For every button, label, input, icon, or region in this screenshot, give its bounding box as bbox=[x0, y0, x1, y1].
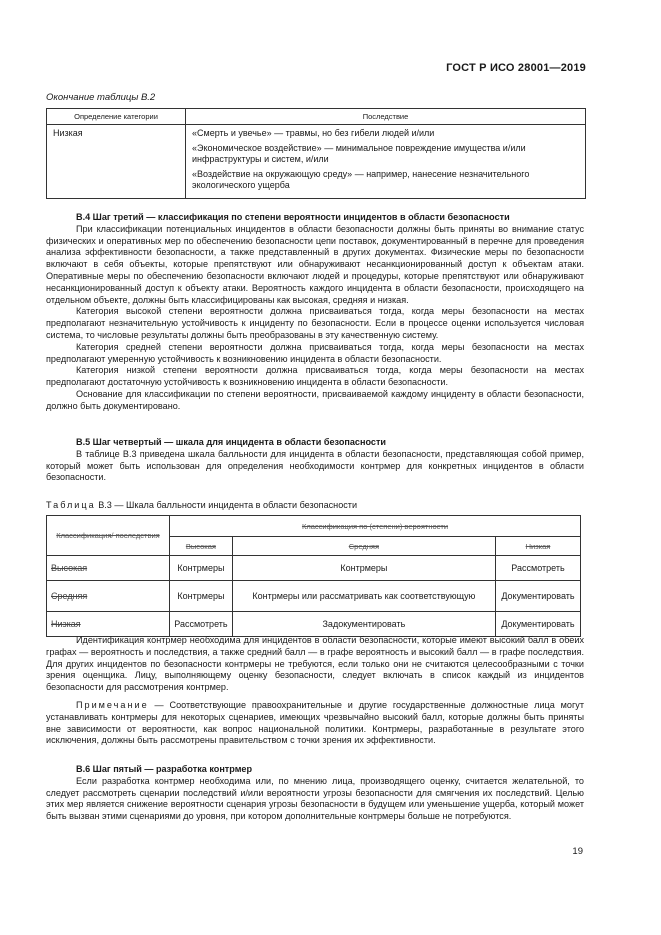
table-row bbox=[47, 612, 581, 637]
row-label: Средняя bbox=[47, 581, 170, 612]
note-label: Примечание bbox=[76, 699, 149, 710]
table-b2-caption: Окончание таблицы В.2 bbox=[46, 92, 156, 103]
table-b3-caption-text: В.3 — Шкала балльности инцидента в области безопасности bbox=[98, 500, 358, 510]
table-b2 bbox=[46, 108, 586, 199]
table-cell: Контрмеры bbox=[232, 556, 495, 581]
consequence-item: «Смерть и увечье» — травмы, но без гибели людей и/или bbox=[192, 128, 435, 138]
paragraph: Основание для классификации по степени вероятности, присваиваемой каждому инциденту в области безопасности, должно быть документировано. bbox=[46, 388, 584, 411]
document-id: ГОСТ Р ИСО 28001—2019 bbox=[446, 62, 586, 74]
table-b3-col-header: Высокая bbox=[170, 537, 233, 556]
section-b6-heading: В.6 Шаг пятый — разработка контрмер bbox=[76, 764, 253, 774]
section-b6 bbox=[46, 764, 584, 823]
section-b5-heading: В.5 Шаг четвертый — шкала для инцидента в области безопасности bbox=[76, 437, 387, 447]
consequence-item: «Экономическое воздействие» — минимальное повреждение имущества и/или инфраструктуры и систем, и/или bbox=[192, 142, 526, 164]
section-b4-heading: В.4 Шаг третий — классификация по степени вероятности инцидентов в области безопасности bbox=[76, 212, 510, 222]
table-cell: Контрмеры bbox=[170, 581, 233, 612]
table-b3-corner-header: Классификация/ последствия bbox=[47, 516, 170, 556]
table-cell: Контрмеры или рассматривать как соответствующую bbox=[232, 581, 495, 612]
table-b3 bbox=[46, 515, 581, 637]
table-b3-caption-label: Таблица bbox=[46, 500, 96, 510]
table-cell: Рассмотреть bbox=[495, 556, 580, 581]
table-cell: Задокументировать bbox=[232, 612, 495, 637]
table-b3-col-header: Средняя bbox=[232, 537, 495, 556]
page-number: 19 bbox=[572, 846, 583, 857]
section-b5 bbox=[46, 437, 584, 484]
after-table-text bbox=[46, 635, 584, 747]
table-b2-consequences bbox=[186, 125, 586, 199]
note bbox=[46, 700, 584, 747]
table-cell: Документировать bbox=[495, 581, 580, 612]
paragraph: Если разработка контрмер необходима или, по мнению лица, производящего оценку, считается желательной, то следует рассмотреть сценарии последствий и/или вероятности угрозы безопасности для смягчения их последствий. Целью этих мер является снижение вероятности сценария угрозы безопасности в будущем или уменьшение ущерба, который может быть вызван этими сценариями до уровня, при котором дополнительные контрмеры больше не потребуются. bbox=[46, 775, 584, 822]
table-cell: Документировать bbox=[495, 612, 580, 637]
table-b3-prob-header: Классификация по (степени) вероятности bbox=[170, 516, 581, 537]
section-b4 bbox=[46, 212, 584, 413]
table-row bbox=[47, 581, 581, 612]
paragraph: Идентификация контрмер необходима для инцидентов в области безопасности, которые имеют высокий балл в обеих графах — вероятность и последствия, а также средний балл — в графе вероятность и высокий балл — в графе последствия. Для других инцидентов по безопасности контрмеры не требуются, если только они не считаются целесообразными с точки зрения оценщика. Лицу, выполняющему оценку безопасности, следует включать в список каждый из инцидентов безопасности для рассмотрения контрмер. bbox=[46, 635, 584, 693]
table-b3-col-header: Низкая bbox=[495, 537, 580, 556]
paragraph: При классификации потенциальных инцидентов в области безопасности должны быть приняты во внимание статус физических и оперативных мер по обеспечению безопасности цепи поставок, документированный в перечне для проведения анализа эффективности безопасности, а также представленный в других документах. Физические меры по безопасности включают в себя объекты, которые препятствуют или обнаруживают несанкционированный доступ к объектам атаки. Оперативные меры по обеспечению безопасности включают людей и процедуры, которые препятствуют или обнаруживают несанкционированный доступ к объекту атаки. Вероятность каждого инцидента в области безопасности, происходящего на отдельном объекте, должны быть классифицированы как высокая, средняя и низкая. bbox=[46, 223, 584, 305]
row-label: Низкая bbox=[47, 612, 170, 637]
consequence-item: «Воздействие на окружающую среду» — например, нанесение незначительного экологического ущерба bbox=[192, 168, 530, 190]
note-text: — Соответствующие правоохранительные и другие государственные должностные лица могут устанавливать контрмеры для некоторых сценариев, имеющих чрезвычайно высокий балл, которые должны быть приняты вне зависимости от вероятности, как вопрос национальной политики. Контрмеры, разработанные в результате этого исключения, должны быть рассмотрены правительством с точки зрения их эффективности. bbox=[46, 699, 585, 746]
table-cell: Контрмеры bbox=[170, 556, 233, 581]
row-label: Высокая bbox=[47, 556, 170, 581]
table-b2-col1-header: Определение категории bbox=[47, 109, 186, 125]
paragraph: Категория низкой степени вероятности должна присваиваться тогда, когда меры безопасности на местах предполагают достаточную устойчивость к возникновению инцидента в области безопасности. bbox=[46, 365, 584, 388]
table-b2-col2-header: Последствие bbox=[186, 109, 586, 125]
table-b2-category: Низкая bbox=[47, 125, 186, 199]
paragraph: Категория средней степени вероятности должна присваиваться тогда, когда меры безопасности на местах предполагают умеренную устойчивость к возникновению инцидента в области безопасности. bbox=[46, 341, 584, 364]
paragraph: В таблице В.3 приведена шкала балльности для инцидента в области безопасности, представляющая собой пример, который может быть использован для определения необходимости контрмер для конкретных инцидентов в области безопасности. bbox=[46, 448, 584, 483]
table-cell: Рассмотреть bbox=[170, 612, 233, 637]
table-row bbox=[47, 556, 581, 581]
table-b3-caption bbox=[46, 500, 357, 510]
paragraph: Категория высокой степени вероятности должна присваиваться тогда, когда меры безопасности на местах предполагают незначительную устойчивость к инциденту по безопасности. Если в процессе оценки используется числовая система, то числовые результаты должны быть преобразованы в эту качественную систему. bbox=[46, 306, 584, 340]
